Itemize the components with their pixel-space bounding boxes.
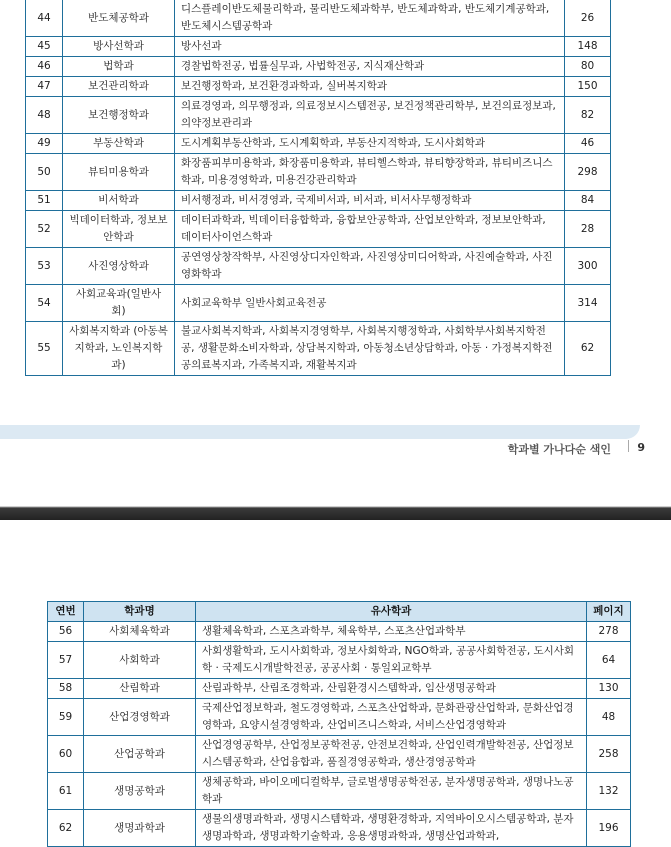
similar-majors: 보건행정학과, 보건환경과학과, 실버복지학과 (175, 77, 565, 97)
header-no: 연번 (48, 602, 84, 622)
major-name: 비서학과 (63, 191, 175, 211)
page-number: 82 (565, 97, 611, 134)
table-row (26, 248, 611, 285)
row-number: 49 (26, 134, 63, 154)
table-row (26, 37, 611, 57)
page-number: 300 (565, 248, 611, 285)
table-row (48, 810, 631, 847)
table-row (26, 211, 611, 248)
similar-majors: 도시계획부동산학과, 도시계획학과, 부동산지적학과, 도시사회학과 (175, 134, 565, 154)
page-number: 48 (587, 699, 631, 736)
major-name: 산업경영학과 (84, 699, 196, 736)
lower-index-table (47, 601, 631, 847)
similar-majors: 데이터과학과, 빅데이터융합학과, 융합보안공학과, 산업보안학과, 정보보안학과, 데이터사이언스학과 (175, 211, 565, 248)
page-number: 298 (565, 154, 611, 191)
major-name: 산림학과 (84, 679, 196, 699)
table-row (26, 77, 611, 97)
row-number: 47 (26, 77, 63, 97)
major-name: 빅데이터학과, 정보보안학과 (63, 211, 175, 248)
page-number: 148 (565, 37, 611, 57)
similar-majors: 방사선과 (175, 37, 565, 57)
major-name: 반도체공학과 (63, 0, 175, 37)
page-number: 314 (565, 285, 611, 322)
row-number: 60 (48, 736, 84, 773)
similar-majors: 생활체육학과, 스포츠과학부, 체육학부, 스포츠산업과학부 (196, 622, 587, 642)
similar-majors: 사회교육학부 일반사회교육전공 (175, 285, 565, 322)
similar-majors: 디스플레이반도체물리학과, 물리반도체과학부, 반도체과학과, 반도체기계공학과, 반도체시스템공학과 (175, 0, 565, 37)
row-number: 52 (26, 211, 63, 248)
footer-page-number: 9 (637, 441, 645, 454)
row-number: 56 (48, 622, 84, 642)
page-number: 84 (565, 191, 611, 211)
lower-page (0, 520, 671, 846)
table-row (48, 773, 631, 810)
major-name: 사회체육학과 (84, 622, 196, 642)
page-number: 132 (587, 773, 631, 810)
row-number: 53 (26, 248, 63, 285)
page-number: 278 (587, 622, 631, 642)
major-name: 사회교육과(일반사회) (63, 285, 175, 322)
major-name: 방사선학과 (63, 37, 175, 57)
page-number: 26 (565, 0, 611, 37)
similar-majors: 산림과학부, 산림조경학과, 산림환경시스템학과, 임산생명공학과 (196, 679, 587, 699)
similar-majors: 불교사회복지학과, 사회복지경영학부, 사회복지행정학과, 사회학부사회복지학전공, 생활문화소비자학과, 상담복지학과, 아동청소년상담학과, 아동 · 가정복지학전공의료복지과, 가족복지과, 재활복지과 (175, 322, 565, 376)
row-number: 55 (26, 322, 63, 376)
page-number: 130 (587, 679, 631, 699)
table-row (48, 642, 631, 679)
page-number: 80 (565, 57, 611, 77)
table-row (48, 679, 631, 699)
header-similar: 유사학과 (196, 602, 587, 622)
page-number: 196 (587, 810, 631, 847)
similar-majors: 생체공학과, 바이오메디컬학부, 글로벌생명공학전공, 분자생명공학과, 생명나노공학과 (196, 773, 587, 810)
row-number: 62 (48, 810, 84, 847)
row-number: 48 (26, 97, 63, 134)
similar-majors: 의료경영과, 의무행정과, 의료정보시스템전공, 보건정책관리학부, 보건의료정보과, 의약정보관리과 (175, 97, 565, 134)
header-row (48, 602, 631, 622)
row-number: 44 (26, 0, 63, 37)
major-name: 산업공학과 (84, 736, 196, 773)
row-number: 46 (26, 57, 63, 77)
table-row (48, 699, 631, 736)
major-name: 뷰티미용학과 (63, 154, 175, 191)
page-number: 258 (587, 736, 631, 773)
similar-majors: 국제산업정보학과, 철도경영학과, 스포츠산업학과, 문화관광산업학과, 문화산업경영학과, 요양시설경영학과, 산업비즈니스학과, 서비스산업경영학과 (196, 699, 587, 736)
similar-majors: 화장품피부미용학과, 화장품미용학과, 뷰티헬스학과, 뷰티향장학과, 뷰티비즈니스학과, 미용경영학과, 미용건강관리학과 (175, 154, 565, 191)
table-row (48, 736, 631, 773)
table-row (26, 97, 611, 134)
row-number: 57 (48, 642, 84, 679)
page-number: 64 (587, 642, 631, 679)
similar-majors: 경찰법학전공, 법률실무과, 사법학전공, 지식재산학과 (175, 57, 565, 77)
page-number: 150 (565, 77, 611, 97)
table-row (26, 154, 611, 191)
major-name: 부동산학과 (63, 134, 175, 154)
table-row (48, 622, 631, 642)
table-row (26, 191, 611, 211)
page-number: 28 (565, 211, 611, 248)
similar-majors: 비서행정과, 비서경영과, 국제비서과, 비서과, 비서사무행정학과 (175, 191, 565, 211)
row-number: 58 (48, 679, 84, 699)
table-row (26, 0, 611, 37)
table-row (26, 134, 611, 154)
page-number: 62 (565, 322, 611, 376)
major-name: 사회복지학과 (아동복지학과, 노인복지학과) (63, 322, 175, 376)
table-row (26, 57, 611, 77)
table-row (26, 285, 611, 322)
row-number: 59 (48, 699, 84, 736)
similar-majors: 생물의생명과학과, 생명시스템학과, 생명환경학과, 지역바이오시스템공학과, 분자생명과학과, 생명과학기술학과, 응용생명과학과, 생명산업과학과, (196, 810, 587, 847)
header-page: 페이지 (587, 602, 631, 622)
row-number: 51 (26, 191, 63, 211)
row-number: 50 (26, 154, 63, 191)
row-number: 54 (26, 285, 63, 322)
upper-index-table (25, 0, 611, 376)
major-name: 사진영상학과 (63, 248, 175, 285)
table-row (26, 322, 611, 376)
major-name: 보건행정학과 (63, 97, 175, 134)
major-name: 법학과 (63, 57, 175, 77)
major-name: 생명과학과 (84, 810, 196, 847)
footer-title: 학과별 가나다순 색인 (507, 443, 611, 456)
row-number: 45 (26, 37, 63, 57)
similar-majors: 공연영상창작학부, 사진영상디자인학과, 사진영상미디어학과, 사진예술학과, 사진영화학과 (175, 248, 565, 285)
major-name: 생명공학과 (84, 773, 196, 810)
similar-majors: 사회생활학과, 도시사회학과, 정보사회학과, NGO학과, 공공사회학전공, 도시사회학 · 국제도시개발학전공, 공공사회 · 통일외교학부 (196, 642, 587, 679)
major-name: 사회학과 (84, 642, 196, 679)
similar-majors: 산업경영공학부, 산업정보공학전공, 안전보건학과, 산업인력개발학전공, 산업정보시스템공학과, 산업융합과, 품질경영공학과, 생산경영공학과 (196, 736, 587, 773)
footer-separator (628, 440, 629, 452)
row-number: 61 (48, 773, 84, 810)
page-number: 46 (565, 134, 611, 154)
header-major: 학과명 (84, 602, 196, 622)
major-name: 보건관리학과 (63, 77, 175, 97)
